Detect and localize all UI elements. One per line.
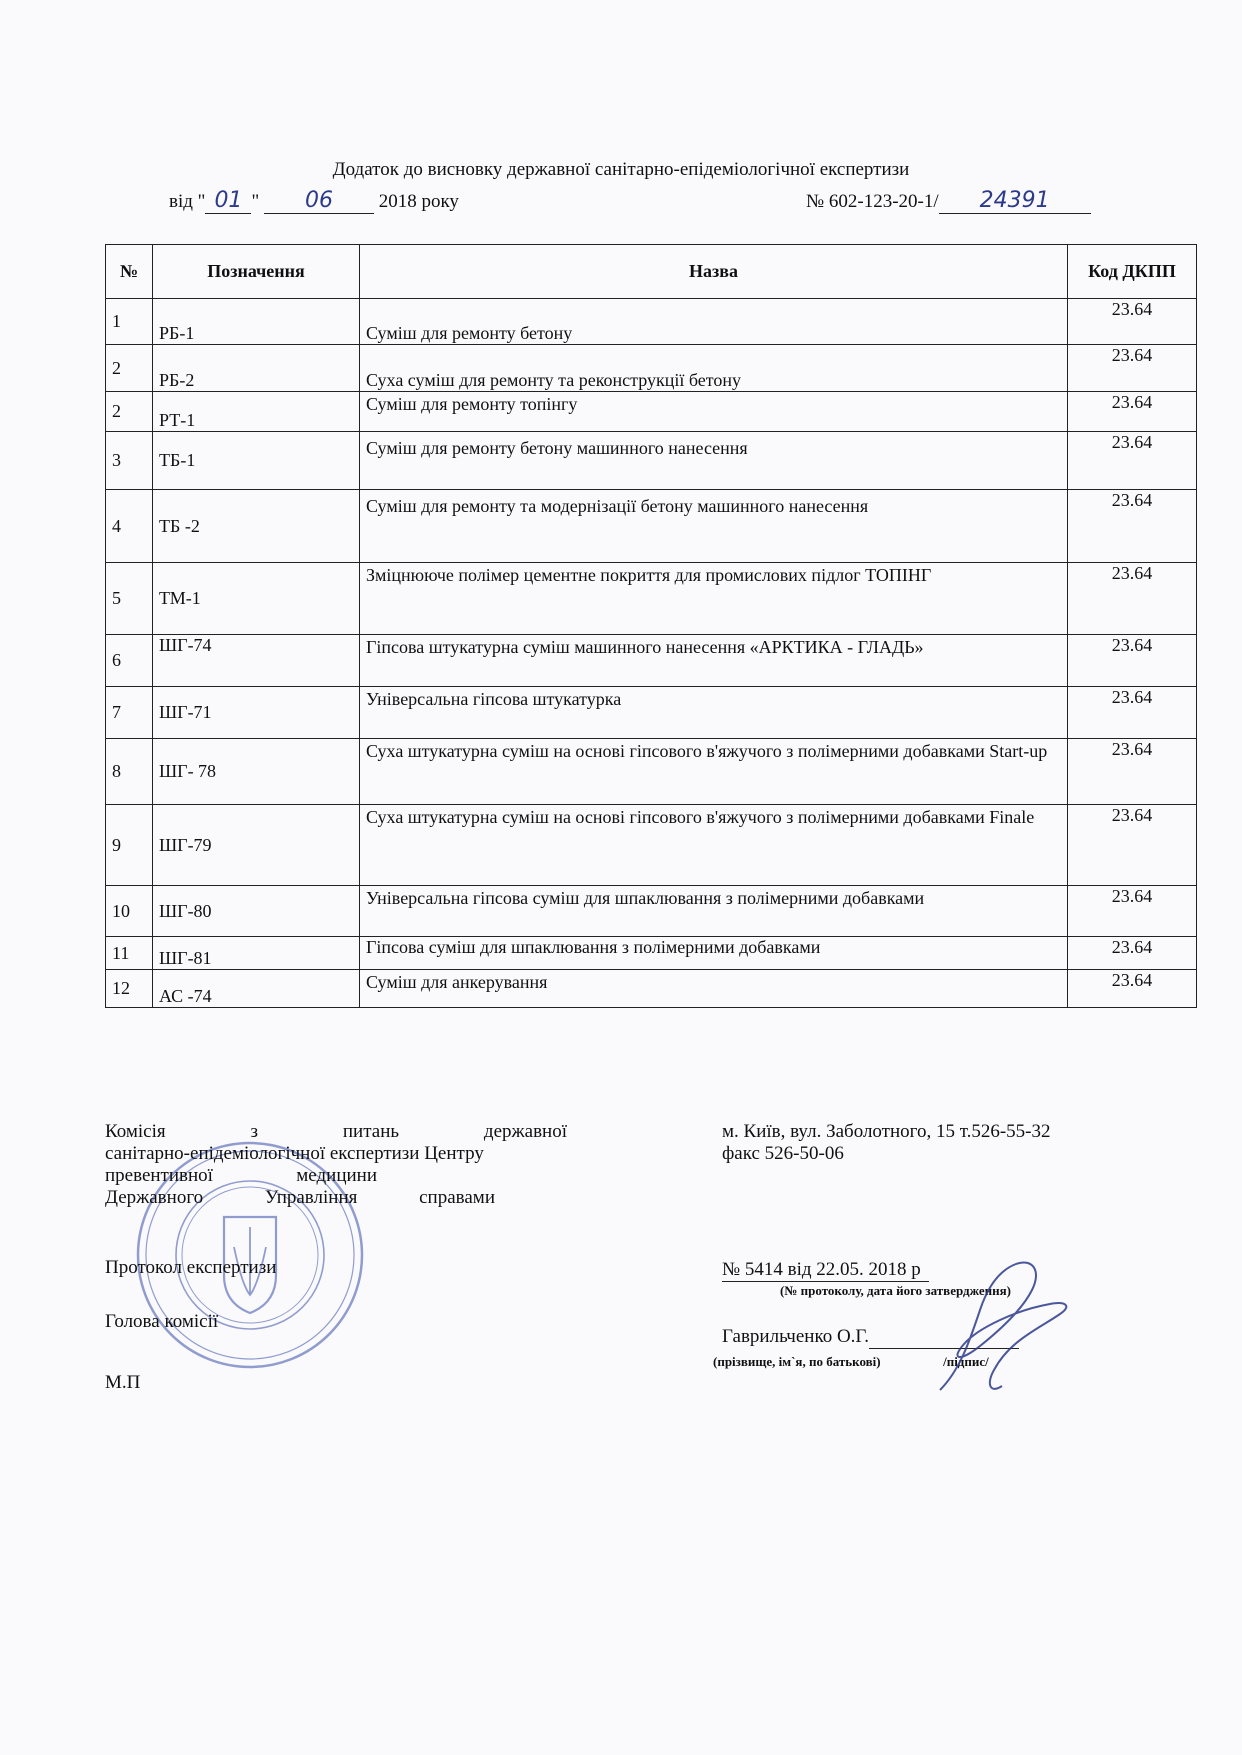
row-dkpp: 23.64 (1068, 886, 1197, 937)
row-dkpp: 23.64 (1068, 739, 1197, 805)
fax-line: факс 526-50-06 (722, 1143, 844, 1164)
commission-block (105, 1121, 567, 1209)
row-no: 3 (106, 432, 153, 490)
table-row (106, 739, 1197, 805)
table-row (106, 687, 1197, 739)
row-name: Суміш для ремонту та модернізації бетону машинного нанесення (360, 490, 1068, 563)
table-row (106, 563, 1197, 635)
row-name: Універсальна гіпсова штукатурка (360, 687, 1068, 739)
number-handwritten: 24391 (939, 188, 1091, 214)
row-no: 4 (106, 490, 153, 563)
date-month: 06 (264, 188, 374, 214)
row-dkpp: 23.64 (1068, 635, 1197, 687)
header-no: № (106, 245, 153, 299)
row-code: ШГ- 78 (153, 739, 360, 805)
row-dkpp: 23.64 (1068, 937, 1197, 970)
row-no: 6 (106, 635, 153, 687)
row-code: ШГ-71 (153, 687, 360, 739)
row-no: 10 (106, 886, 153, 937)
address-line: м. Київ, вул. Заболотного, 15 т.526-55-32 (722, 1121, 1051, 1142)
row-code: ТБ-1 (153, 432, 360, 490)
row-dkpp: 23.64 (1068, 490, 1197, 563)
row-name: Суха суміш для ремонту та реконструкції бетону (360, 345, 1068, 392)
row-dkpp: 23.64 (1068, 432, 1197, 490)
row-name: Зміцнююче полімер цементне покриття для промислових підлог ТОПІНГ (360, 563, 1068, 635)
row-code: РБ-2 (153, 345, 360, 392)
protocol-label: Протокол експертизи (105, 1257, 277, 1278)
signature-icon (920, 1250, 1080, 1400)
row-code: ШГ-74 (153, 635, 360, 687)
products-table (105, 244, 1197, 1008)
header-code: Позначення (153, 245, 360, 299)
table-row (106, 805, 1197, 886)
name-note: (прізвище, ім`я, по батькові) (713, 1354, 881, 1369)
row-dkpp: 23.64 (1068, 345, 1197, 392)
protocol-note: (№ протоколу, дата його затвердження) (780, 1283, 1011, 1298)
row-no: 1 (106, 299, 153, 345)
commission-line: превентивної медицини (105, 1165, 377, 1186)
date-year: 2018 року (378, 191, 459, 212)
table-row (106, 392, 1197, 432)
row-no: 9 (106, 805, 153, 886)
document-title: Додаток до висновку державної санітарно-епідеміологічної експертизи (332, 159, 910, 180)
table-row (106, 886, 1197, 937)
row-name: Універсальна гіпсова суміш для шпаклювання з полімерними добавками (360, 886, 1068, 937)
row-code: ШГ-79 (153, 805, 360, 886)
row-no: 2 (106, 345, 153, 392)
row-name: Суміш для анкерування (360, 970, 1068, 1008)
row-no: 8 (106, 739, 153, 805)
row-name: Суха штукатурна суміш на основі гіпсового в'яжучого з полімерними добавками Start-up (360, 739, 1068, 805)
header-dkpp: Код ДКПП (1068, 245, 1197, 299)
table-row (106, 937, 1197, 970)
date-line (169, 188, 459, 214)
date-day: 01 (205, 188, 251, 214)
row-name: Суміш для ремонту топінгу (360, 392, 1068, 432)
row-code: РТ-1 (153, 392, 360, 432)
row-no: 11 (106, 937, 153, 970)
row-no: 12 (106, 970, 153, 1008)
header-name: Назва (360, 245, 1068, 299)
row-code: ШГ-81 (153, 937, 360, 970)
row-code: ШГ-80 (153, 886, 360, 937)
row-no: 5 (106, 563, 153, 635)
number-prefix: № 602-123-20-1/ (806, 191, 939, 212)
table-row (106, 635, 1197, 687)
commission-line: санітарно-епідеміологічної експертизи Центру (105, 1143, 484, 1164)
date-quote: " (251, 191, 260, 212)
sign-note: /підпис/ (943, 1354, 989, 1369)
row-code: ТМ-1 (153, 563, 360, 635)
row-dkpp: 23.64 (1068, 563, 1197, 635)
mp-label: М.П (105, 1372, 141, 1393)
row-name: Суміш для ремонту бетону машинного нанесення (360, 432, 1068, 490)
row-code: РБ-1 (153, 299, 360, 345)
commission-line: Комісія з питань державної (105, 1121, 567, 1142)
table-row (106, 299, 1197, 345)
row-name: Гіпсова штукатурна суміш машинного нанесення «АРКТИКА - ГЛАДЬ» (360, 635, 1068, 687)
row-code: ТБ -2 (153, 490, 360, 563)
row-name: Гіпсова суміш для шпаклювання з полімерними добавками (360, 937, 1068, 970)
table-row (106, 432, 1197, 490)
date-prefix: від " (169, 191, 206, 212)
row-dkpp: 23.64 (1068, 970, 1197, 1008)
protocol-value: № 5414 від 22.05. 2018 р (722, 1259, 929, 1282)
row-code: АС -74 (153, 970, 360, 1008)
head-name: Гаврильченко О.Г. (722, 1326, 870, 1347)
row-dkpp: 23.64 (1068, 805, 1197, 886)
row-dkpp: 23.64 (1068, 299, 1197, 345)
table-header-row (106, 245, 1197, 299)
commission-line: Державного Управління справами (105, 1187, 495, 1208)
row-dkpp: 23.64 (1068, 687, 1197, 739)
row-dkpp: 23.64 (1068, 392, 1197, 432)
row-no: 2 (106, 392, 153, 432)
row-name: Суміш для ремонту бетону (360, 299, 1068, 345)
head-label: Голова комісії (105, 1311, 219, 1332)
row-no: 7 (106, 687, 153, 739)
table-row (106, 345, 1197, 392)
address-block (722, 1121, 1051, 1165)
table-row (106, 970, 1197, 1008)
document-number (806, 188, 1091, 214)
protocol-number (722, 1259, 929, 1282)
table-row (106, 490, 1197, 563)
row-name: Суха штукатурна суміш на основі гіпсового в'яжучого з полімерними добавками Finale (360, 805, 1068, 886)
